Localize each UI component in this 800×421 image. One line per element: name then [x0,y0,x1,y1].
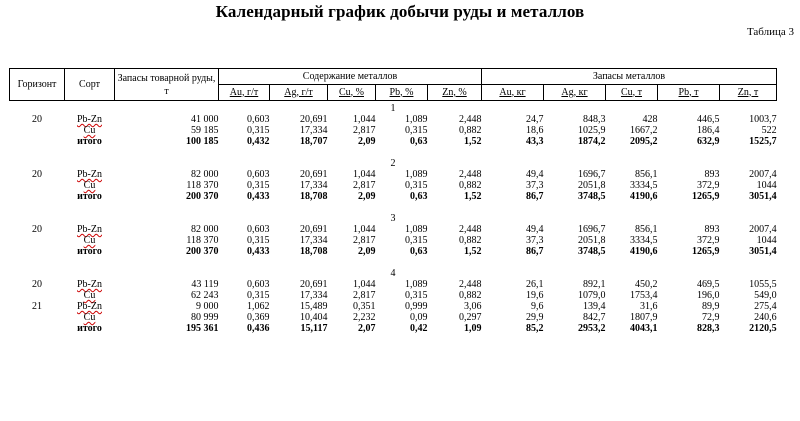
sort-cell [65,312,115,323]
table-row [10,312,777,323]
content-cell: 20,691 [300,224,328,235]
content-cell: 1,52 [464,136,482,147]
metal-cell: 1265,9 [692,191,720,202]
content-cell: 2,817 [353,180,376,191]
metal-cell: 37,3 [526,235,544,246]
metal-cell: 1525,7 [749,136,777,147]
content-cell: 0,315 [247,235,270,246]
content-cell: 1,044 [353,114,376,125]
metal-cell: 86,7 [526,191,544,202]
content-cell: 0,369 [247,312,270,323]
content-cell: 1,062 [247,301,270,312]
total-row [10,191,777,202]
section-number: 1 [390,102,396,114]
header-horizon: Горизонт [10,69,65,101]
metal-cell: 372,9 [697,180,720,191]
metal-cell: 893 [704,224,720,235]
content-cell: 0,63 [410,191,428,202]
sort-cell [65,279,115,290]
metal-cell: 196,0 [697,290,720,301]
content-cell: 3,06 [464,301,482,312]
metal-cell: 9,6 [531,301,544,312]
sort-label: Cu [83,235,96,246]
header-content-col: Ag, г/т [270,85,328,101]
header-content-col: Pb, % [376,85,428,101]
metal-cell: 3334,5 [630,180,658,191]
reserves-cell: 43 119 [191,279,219,290]
horizon-cell: 20 [32,114,42,125]
table-row [10,301,777,312]
content-cell: 0,603 [247,114,270,125]
content-cell: 2,07 [358,323,376,334]
content-cell: 20,691 [300,279,328,290]
metal-cell: 2007,4 [749,224,777,235]
content-cell: 17,334 [300,235,328,246]
content-cell: 1,089 [405,169,428,180]
horizon-cell [10,191,65,202]
content-cell: 0,297 [459,312,482,323]
reserves-cell: 62 243 [191,290,219,301]
metal-cell: 450,2 [635,279,658,290]
horizon-cell: 21 [32,301,42,312]
header-metal-col: Au, кг [482,85,544,101]
header-metal-col: Pb, т [658,85,720,101]
metal-cell: 24,7 [526,114,544,125]
content-cell: 0,882 [459,235,482,246]
content-cell: 0,315 [405,125,428,136]
metal-cell: 3334,5 [630,235,658,246]
content-cell: 2,09 [358,246,376,257]
header-metal-group: Запасы металлов [482,69,777,85]
metal-cell: 856,1 [635,224,658,235]
sort-label: Cu [83,290,96,301]
document-title: Календарный график добычи руды и металлов [215,2,585,21]
content-cell: 0,315 [405,290,428,301]
content-cell: 0,603 [247,169,270,180]
horizon-cell [10,235,65,246]
content-cell: 17,334 [300,180,328,191]
section-number: 2 [390,157,396,169]
metal-cell: 893 [704,169,720,180]
metal-cell: 1753,4 [630,290,658,301]
horizon-cell: 20 [32,224,42,235]
metal-cell: 3748,5 [578,246,606,257]
horizon-cell [10,323,65,334]
sort-cell [65,169,115,180]
metal-cell: 275,4 [754,301,777,312]
sort-cell [65,125,115,136]
content-cell: 20,691 [300,114,328,125]
horizon-cell [10,290,65,301]
metal-cell: 549,0 [754,290,777,301]
header-metal-col: Cu, т [606,85,658,101]
table-row [10,290,777,301]
content-cell: 1,044 [353,224,376,235]
metal-cell: 240,6 [754,312,777,323]
total-row [10,136,777,147]
total-label: итого [77,191,102,202]
content-cell: 2,817 [353,290,376,301]
horizon-cell: 20 [32,169,42,180]
content-cell: 17,334 [300,290,328,301]
metal-cell: 1265,9 [692,246,720,257]
metal-cell: 4043,1 [630,323,658,334]
metal-cell: 2095,2 [630,136,658,147]
content-cell: 0,433 [247,191,270,202]
sort-label: Pb-Zn [77,114,102,125]
reserves-cell: 195 361 [186,323,219,334]
reserves-cell: 41 000 [191,114,219,125]
content-cell: 2,817 [353,235,376,246]
header-metal-col: Zn, т [720,85,777,101]
sort-cell [65,301,115,312]
content-cell: 1,09 [464,323,482,334]
metal-cell: 842,7 [583,312,606,323]
metal-cell: 1667,2 [630,125,658,136]
metal-cell: 89,9 [702,301,720,312]
sort-label: Pb-Zn [77,224,102,235]
table-body [10,101,777,335]
sort-cell [65,290,115,301]
reserves-cell: 82 000 [191,169,219,180]
content-cell: 1,089 [405,114,428,125]
sort-label: Cu [83,125,96,136]
metal-cell: 3051,4 [749,246,777,257]
metal-cell: 446,5 [697,114,720,125]
section-number: 3 [390,212,396,224]
metal-cell: 2051,8 [578,235,606,246]
content-cell: 2,448 [459,114,482,125]
sort-label: Pb-Zn [77,169,102,180]
horizon-cell: 20 [32,279,42,290]
content-cell: 1,089 [405,224,428,235]
header-content-col: Au, г/т [219,85,270,101]
content-cell: 0,315 [405,235,428,246]
content-cell: 0,603 [247,279,270,290]
content-cell: 18,708 [300,191,328,202]
section-header-row [10,202,777,224]
content-cell: 20,691 [300,169,328,180]
metal-cell: 3748,5 [578,191,606,202]
reserves-cell: 82 000 [191,224,219,235]
metal-cell: 2051,8 [578,180,606,191]
table-number-label: Таблица 3 [746,26,794,38]
metal-cell: 37,3 [526,180,544,191]
content-cell: 0,63 [410,246,428,257]
header-content-col: Zn, % [428,85,482,101]
metal-cell: 43,3 [526,136,544,147]
table-row [10,114,777,125]
sort-label: Cu [83,312,96,323]
content-cell: 0,351 [353,301,376,312]
section-header-row [10,147,777,169]
metal-cell: 1055,5 [749,279,777,290]
metal-cell: 85,2 [526,323,544,334]
metal-cell: 4190,6 [630,191,658,202]
table-row [10,279,777,290]
content-cell: 1,52 [464,246,482,257]
content-cell: 0,315 [247,290,270,301]
sort-label: Pb-Zn [77,279,102,290]
metal-cell: 892,1 [583,279,606,290]
metal-cell: 186,4 [697,125,720,136]
content-cell: 15,117 [300,323,328,334]
table-row [10,235,777,246]
content-cell: 0,315 [405,180,428,191]
section-number: 4 [390,267,396,279]
content-cell: 1,044 [353,279,376,290]
content-cell: 0,603 [247,224,270,235]
sort-cell [65,114,115,125]
metal-cell: 1025,9 [578,125,606,136]
content-cell: 2,817 [353,125,376,136]
metal-cell: 26,1 [526,279,544,290]
header-reserves: Запасы товарной руды, т [115,69,219,101]
metal-cell: 1003,7 [749,114,777,125]
content-cell: 18,708 [300,246,328,257]
metal-cell: 856,1 [635,169,658,180]
metal-cell: 2007,4 [749,169,777,180]
reserves-cell: 80 999 [191,312,219,323]
table-row [10,125,777,136]
metal-cell: 1807,9 [630,312,658,323]
metal-cell: 1696,7 [578,169,606,180]
reserves-cell: 200 370 [186,246,219,257]
horizon-cell [10,125,65,136]
sort-cell [65,180,115,191]
metal-cell: 828,3 [697,323,720,334]
content-cell: 0,315 [247,180,270,191]
metal-cell: 1874,2 [578,136,606,147]
metal-cell: 49,4 [526,169,544,180]
reserves-cell: 118 370 [186,235,219,246]
content-cell: 1,044 [353,169,376,180]
horizon-cell [10,246,65,257]
metal-cell: 4190,6 [630,246,658,257]
content-cell: 2,09 [358,136,376,147]
table-row [10,224,777,235]
metal-cell: 1044 [756,235,777,246]
content-cell: 2,448 [459,279,482,290]
horizon-cell [10,180,65,191]
content-cell: 0,433 [247,246,270,257]
content-cell: 0,63 [410,136,428,147]
content-cell: 10,404 [300,312,328,323]
header-metal-col: Ag, кг [544,85,606,101]
metal-cell: 428 [642,114,658,125]
metal-cell: 31,6 [640,301,658,312]
metal-cell: 18,6 [526,125,544,136]
content-cell: 0,882 [459,125,482,136]
metal-cell: 848,3 [583,114,606,125]
total-label: итого [77,246,102,257]
content-cell: 0,436 [247,323,270,334]
content-cell: 0,315 [247,125,270,136]
section-header-row [10,101,777,115]
total-label: итого [77,323,102,334]
metal-cell: 469,5 [697,279,720,290]
reserves-cell: 118 370 [186,180,219,191]
content-cell: 0,999 [405,301,428,312]
metal-cell: 3051,4 [749,191,777,202]
horizon-cell [10,136,65,147]
reserves-cell: 100 185 [186,136,219,147]
content-cell: 0,42 [410,323,428,334]
content-cell: 2,448 [459,224,482,235]
horizon-cell [10,312,65,323]
sort-cell [65,224,115,235]
metal-cell: 2120,5 [749,323,777,334]
table-row [10,180,777,191]
reserves-cell: 59 185 [191,125,219,136]
content-cell: 0,432 [247,136,270,147]
reserves-cell: 9 000 [196,301,219,312]
header-sort: Сорт [65,69,115,101]
content-cell: 1,52 [464,191,482,202]
metal-cell: 1044 [756,180,777,191]
section-header-row [10,257,777,279]
sort-label: Pb-Zn [77,301,102,312]
content-cell: 15,489 [300,301,328,312]
metal-cell: 72,9 [702,312,720,323]
metal-cell: 1079,0 [578,290,606,301]
total-row [10,323,777,334]
content-cell: 2,448 [459,169,482,180]
metal-cell: 86,7 [526,246,544,257]
content-cell: 17,334 [300,125,328,136]
content-cell: 2,232 [353,312,376,323]
content-cell: 1,089 [405,279,428,290]
metal-cell: 522 [761,125,777,136]
content-cell: 18,707 [300,136,328,147]
sort-label: Cu [83,180,96,191]
total-row [10,246,777,257]
content-cell: 0,882 [459,180,482,191]
metal-cell: 49,4 [526,224,544,235]
content-cell: 0,09 [410,312,428,323]
table-row [10,169,777,180]
ore-production-table [9,68,777,334]
metal-cell: 29,9 [526,312,544,323]
metal-cell: 139,4 [583,301,606,312]
total-label: итого [77,136,102,147]
header-content-group: Содержание металлов [219,69,482,85]
metal-cell: 1696,7 [578,224,606,235]
content-cell: 0,882 [459,290,482,301]
sort-cell [65,235,115,246]
reserves-cell: 200 370 [186,191,219,202]
header-content-col: Cu, % [328,85,376,101]
metal-cell: 632,9 [697,136,720,147]
metal-cell: 19,6 [526,290,544,301]
metal-cell: 372,9 [697,235,720,246]
metal-cell: 2953,2 [578,323,606,334]
content-cell: 2,09 [358,191,376,202]
